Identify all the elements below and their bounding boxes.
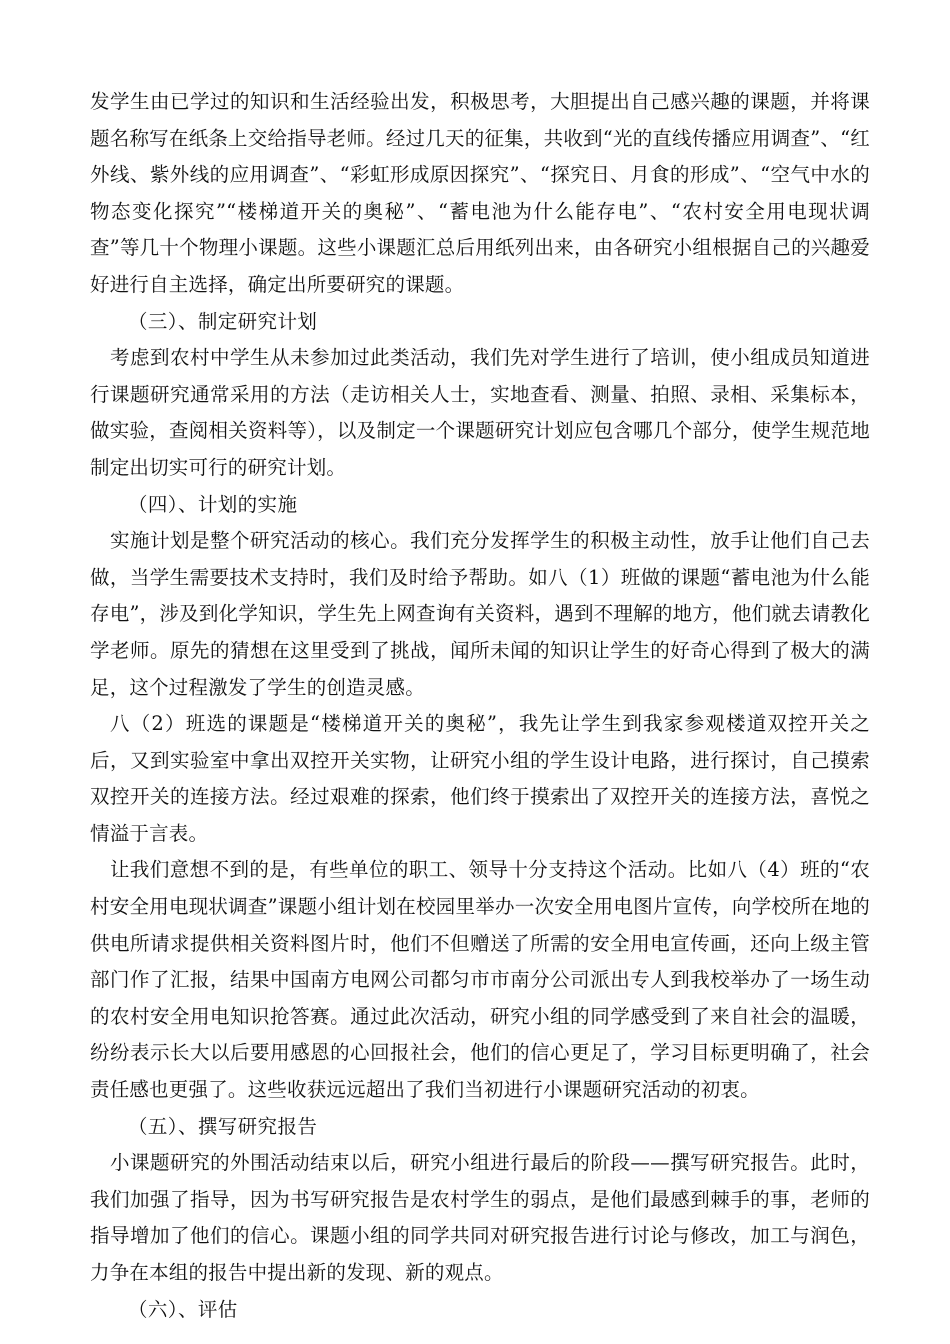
paragraph-stair-switch: 八（2）班选的课题是“楼梯道开关的奥秘”，我先让学生到我家参观楼道双控开关之后，又到实验室中拿出双控开关实物，让研究小组的学生设计电路，进行探讨，自己摸索双控开关的连接方法。经过艰难的探索，他们终于摸索出了双控开关的连接方法，喜悦之情溢于言表。 [90, 712, 870, 845]
section-heading-plan: （三）、制定研究计划 [128, 309, 318, 333]
section-heading-report: （五）、撰写研究报告 [128, 1114, 318, 1138]
paragraph-implementation-core: 实施计划是整个研究活动的核心。我们充分发挥学生的积极主动性，放手让他们自己去做，当学生需要技术支持时，我们及时给予帮助。如八（1）班做的课题“蓄电池为什么能存电”，涉及到化学知识，学生先上网查询有关资料，遇到不理解的地方，他们就去请教化学老师。原先的猜想在这里受到了挑战，闻所未闻的知识让学生的好奇心得到了极大的满足，这个过程激发了学生的创造灵感。 [90, 529, 870, 699]
document-page [90, 84, 870, 1328]
paragraph-electricity-safety: 让我们意想不到的是，有些单位的职工、领导十分支持这个活动。比如八（4）班的“农村安全用电现状调查”课题小组计划在校园里举办一次安全用电图片宣传，向学校所在地的供电所请求提供相关资料图片时，他们不但赠送了所需的安全用电宣传画，还向上级主管部门作了汇报，结果中国南方电网公司都匀市市南分公司派出专人到我校举办了一场生动的农村安全用电知识抢答赛。通过此次活动，研究小组的同学感受到了来自社会的温暖，纷纷表示长大以后要用感恩的心回报社会，他们的信心更足了，学习目标更明确了，社会责任感也更强了。这些收获远远超出了我们当初进行小课题研究活动的初衷。 [90, 858, 870, 1102]
section-heading-evaluation: （六）、评估 [128, 1297, 238, 1321]
paragraph-report-writing: 小课题研究的外围活动结束以后，研究小组进行最后的阶段——撰写研究报告。此时，我们加强了指导，因为书写研究报告是农村学生的弱点，是他们最感到棘手的事，老师的指导增加了他们的信心。课题小组的同学共同对研究报告进行讨论与修改，加工与润色，力争在本组的报告中提出新的发现、新的观点。 [90, 1151, 870, 1284]
paragraph-training: 考虑到农村中学生从未参加过此类活动，我们先对学生进行了培训，使小组成员知道进行课题研究通常采用的方法（走访相关人士，实地查看、测量、拍照、录相、采集标本，做实验，查阅相关资料等），以及制定一个课题研究计划应包含哪几个部分，使学生规范地制定出切实可行的研究计划。 [90, 346, 870, 479]
paragraph-topic-collection: 发学生由已学过的知识和生活经验出发，积极思考，大胆提出自己感兴趣的课题，并将课题名称写在纸条上交给指导老师。经过几天的征集，共收到“光的直线传播应用调查”、“红外线、紫外线的应用调查”、“彩虹形成原因探究”、“探究日、月食的形成”、“空气中水的物态变化探究”“楼梯道开关的奥秘”、“蓄电池为什么能存电”、“农村安全用电现状调查”等几十个物理小课题。这些小课题汇总后用纸列出来，由各研究小组根据自己的兴趣爱好进行自主选择，确定出所要研究的课题。 [90, 90, 870, 296]
section-heading-implementation: （四）、计划的实施 [128, 492, 298, 516]
